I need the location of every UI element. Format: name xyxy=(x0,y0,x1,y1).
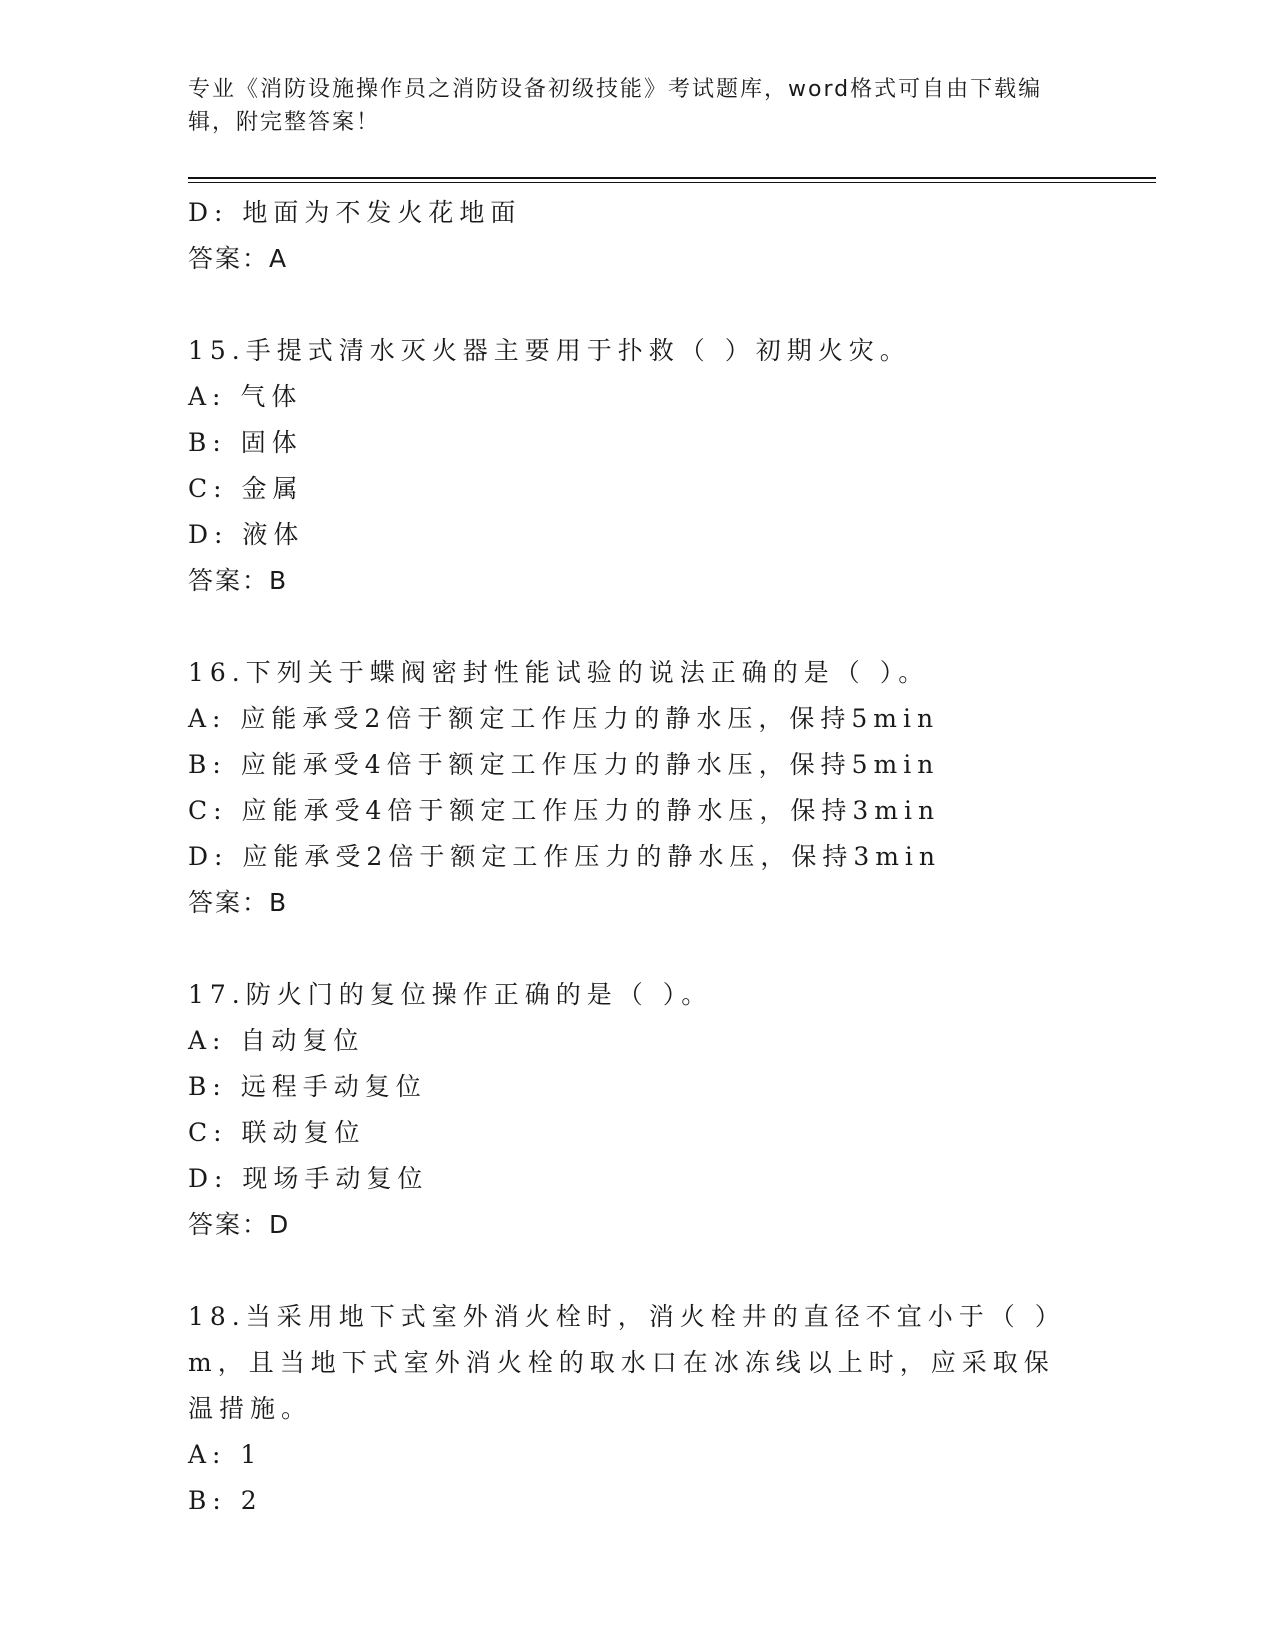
document-header: 专业《消防设施操作员之消防设备初级技能》考试题库，word格式可自由下载编辑，附完整答案！ xyxy=(188,77,1043,135)
spacer xyxy=(188,282,1088,328)
option-b: B: 应能承受4倍于额定工作压力的静水压，保持5min xyxy=(188,750,940,779)
question-stem: 17.防火门的复位操作正确的是（ ）。 xyxy=(188,980,713,1009)
question-stem: 15.手提式清水灭火器主要用于扑救（ ）初期火灾。 xyxy=(188,336,911,365)
header-divider-thin xyxy=(188,182,1156,183)
spacer xyxy=(188,926,1088,972)
answer: 答案：B xyxy=(188,566,289,595)
option-d: D: 液体 xyxy=(188,520,305,549)
option-a: A: 自动复位 xyxy=(188,1026,365,1055)
prev-option-d: D: 地面为不发火花地面 xyxy=(188,198,522,227)
question-17 xyxy=(188,972,1088,1248)
option-b: B: 2 xyxy=(188,1486,263,1515)
prev-answer: 答案：A xyxy=(188,244,289,273)
option-b: B: 远程手动复位 xyxy=(188,1072,427,1101)
option-c: C: 联动复位 xyxy=(188,1118,366,1147)
question-stem: 18.当采用地下式室外消火栓时，消火栓井的直径不宜小于（ ）m，且当地下式室外消火栓的取水口在冰冻线以上时，应采取保温措施。 xyxy=(188,1302,1066,1423)
option-c: C: 金属 xyxy=(188,474,304,503)
answer: 答案：B xyxy=(188,888,289,917)
question-15 xyxy=(188,328,1088,604)
option-d: D: 现场手动复位 xyxy=(188,1164,429,1193)
spacer xyxy=(188,1248,1088,1294)
question-stem: 16.下列关于蝶阀密封性能试验的说法正确的是（ ）。 xyxy=(188,658,930,687)
option-a: A: 气体 xyxy=(188,382,303,411)
header-divider-thick xyxy=(188,177,1156,179)
option-a: A: 应能承受2倍于额定工作压力的静水压，保持5min xyxy=(188,704,940,733)
option-a: A: 1 xyxy=(188,1440,263,1469)
option-d: D: 应能承受2倍于额定工作压力的静水压，保持3min xyxy=(188,842,942,871)
question-list xyxy=(188,190,1088,1524)
question-16 xyxy=(188,650,1088,926)
option-c: C: 应能承受4倍于额定工作压力的静水压，保持3min xyxy=(188,796,941,825)
spacer xyxy=(188,604,1088,650)
option-b: B: 固体 xyxy=(188,428,303,457)
answer: 答案：D xyxy=(188,1210,291,1239)
question-18 xyxy=(188,1294,1088,1524)
